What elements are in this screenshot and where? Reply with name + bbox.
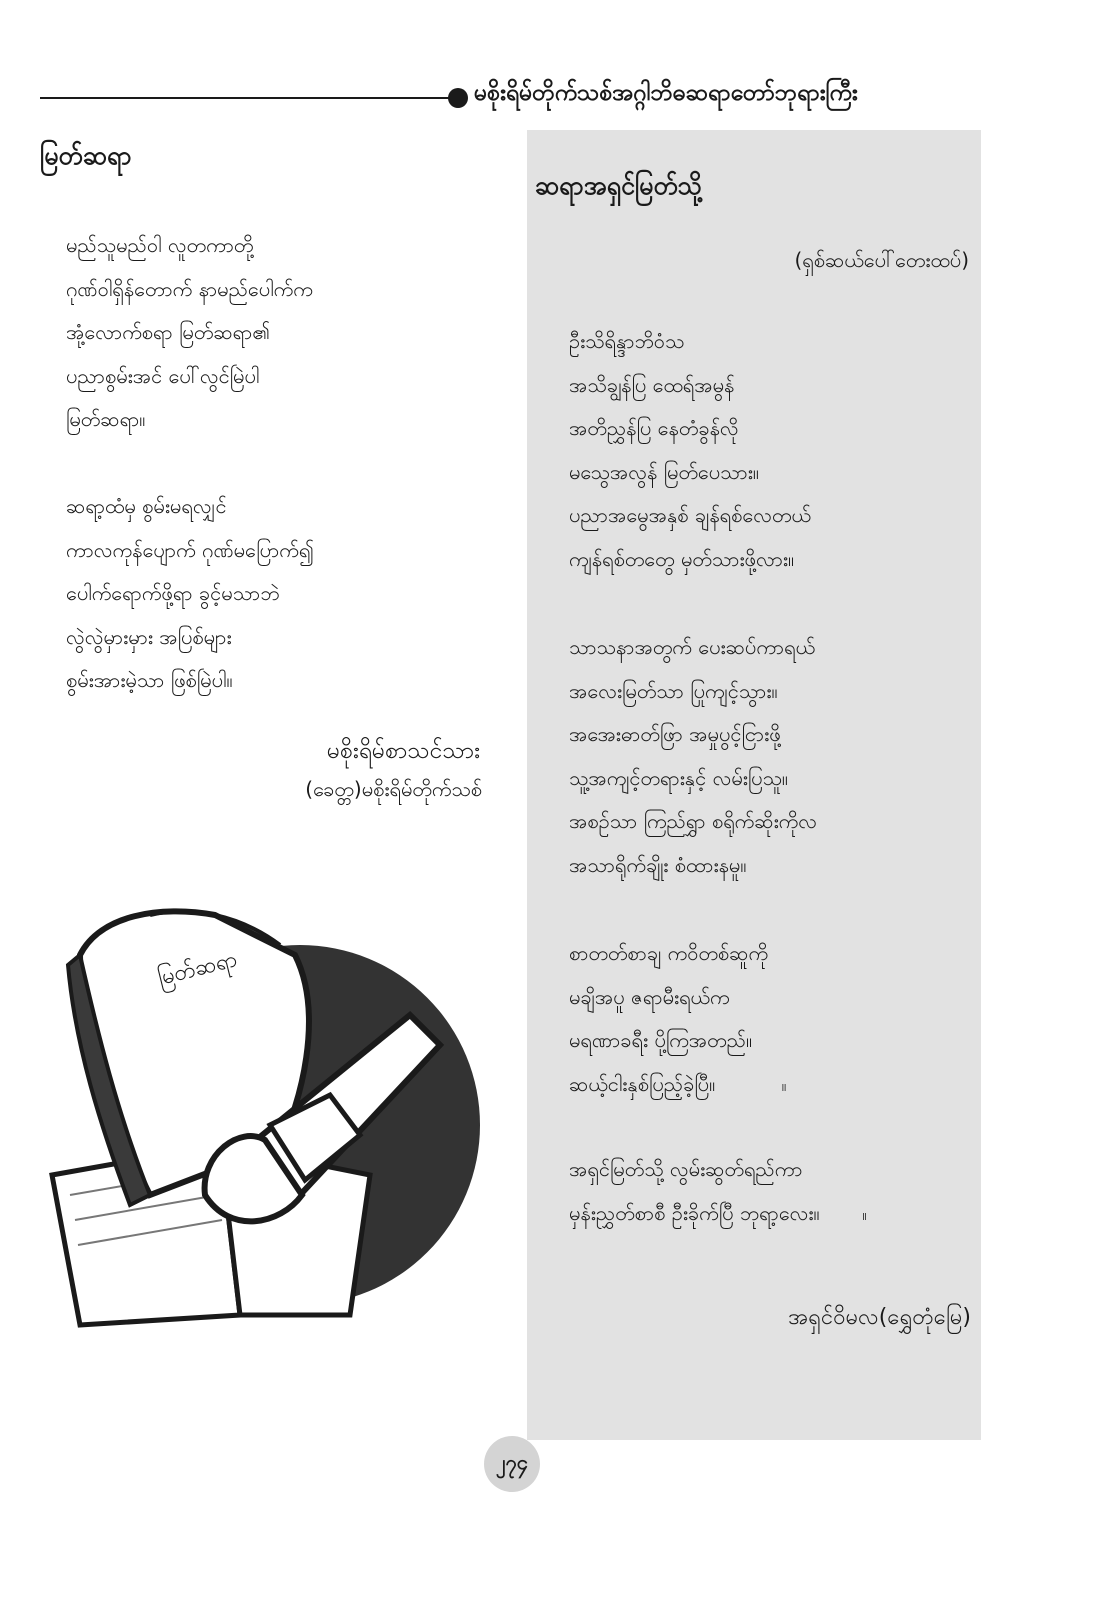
poem-line: လွဲလွဲမှားမှား အပြစ်များ — [66, 624, 232, 649]
book-and-pen-illustration — [40, 895, 480, 1335]
poem-line: မြတ်ဆရာ။ — [66, 407, 146, 431]
right-stanza-3 — [569, 932, 969, 1107]
poem-line: အသိချွန်ပြ ထေရ်အမွန် — [569, 372, 735, 397]
left-stanza-1 — [66, 224, 486, 442]
poem-line: အရှင်မြတ်သို့ လွမ်းဆွတ်ရည်ကာ — [569, 1157, 803, 1181]
verse-end-mark: ။ — [861, 1204, 867, 1224]
poem-line: ပညာစွမ်းအင် ပေါ်လွင်မြဲပါ — [66, 363, 260, 388]
right-poem-panel — [527, 130, 981, 1440]
poem-line: အအေးဓာတ်ဖြာ အမှုပွင့်ငြားဖို့ — [569, 722, 781, 746]
left-poem-author: မစိုးရိမ်စာသင်သား — [326, 738, 480, 764]
left-poem-author-affiliation: (ခေတ္တ)မစိုးရိမ်တိုက်သစ် — [305, 777, 482, 801]
right-poem-subtitle: (ရှစ်ဆယ်ပေါ်တေးထပ်) — [794, 248, 969, 272]
right-stanza-2 — [569, 626, 969, 887]
poem-line: အသာရိုက်ချိုး စံထားနမူ။ — [569, 852, 747, 877]
poem-line: ပေါက်ရောက်ဖို့ရာ ခွင့်မသာဘဲ — [66, 581, 280, 605]
poem-line-with-mark — [569, 1192, 969, 1237]
header-rule — [40, 97, 456, 99]
poem-line: အတိညွှန်ပြ နေတံခွန်လို — [569, 416, 739, 440]
poem-line: အလေးမြတ်သာ ပြုကျင့်သွား။ — [569, 678, 778, 703]
poem-line: မရဏာခရီး ပို့ကြအတည်။ — [569, 1028, 753, 1052]
left-stanza-2 — [66, 485, 486, 703]
right-poem-author: အရှင်ဝိမလ(ရွှေတုံမြေ) — [788, 1305, 971, 1330]
page-number: ၂၇၄ — [495, 1450, 529, 1474]
poem-line: ကျန်ရစ်တတွေ မှတ်သားဖို့လား။ — [569, 546, 795, 571]
poem-line: စာတတ်စာချ ကဝိတစ်ဆူကို — [569, 941, 769, 965]
right-stanza-1 — [569, 320, 969, 581]
header-bullet — [448, 88, 468, 108]
poem-line: သူ့အကျင့်တရားနှင့် လမ်းပြသူ။ — [569, 765, 788, 790]
poem-line: ပညာအမွေအနှစ် ချန်ရစ်လေတယ် — [569, 503, 811, 527]
poem-line-with-mark — [569, 1063, 969, 1108]
verse-end-mark: ။ — [781, 1075, 787, 1095]
poem-line: ဂုဏ်ဝါရှိန်တောက် နာမည်ပေါက်က — [66, 276, 313, 301]
poem-line: သာသနာအတွက် ပေးဆပ်ကာရယ် — [569, 635, 816, 659]
poem-line: အုံ့လောက်စရာ မြတ်ဆရာ၏ — [66, 320, 271, 344]
running-header-title: မစိုးရိမ်တိုက်သစ်အဂ္ဂါဘိဓဆရာတော်ဘုရားကြီး — [474, 80, 858, 106]
poem-line: ဦးသိရိန္ဒာဘိဝံသ — [569, 329, 685, 353]
book-cover-label: မြတ်ဆရာ — [155, 947, 240, 991]
left-poem-title: မြတ်ဆရာ — [40, 141, 132, 170]
poem-line: ကာလကုန်ပျောက် ဂုဏ်မပြောက်၍ — [66, 537, 314, 562]
poem-line: ဆယ့်ငါးနှစ်ပြည့်ခဲ့ပြီ။ — [569, 1071, 716, 1096]
poem-line: အစဉ်သာ ကြည်ရွှာ စရိုက်ဆိုးကိုလ — [569, 809, 817, 833]
poem-line: မသွေအလွန် မြတ်ပေသား။ — [569, 459, 759, 484]
poem-line: မချိအပူ ဇရာမီးရယ်က — [569, 984, 730, 1009]
right-poem-title: ဆရာအရှင်မြတ်သို့ — [535, 171, 702, 200]
left-poem — [40, 140, 490, 801]
poem-line: ဆရာ့ထံမှ စွမ်းမရလျှင် — [66, 494, 227, 518]
poem-line: မည်သူမည်ဝါ လူတကာတို့ — [66, 233, 254, 257]
page-number-badge — [484, 1436, 540, 1492]
poem-line: စွမ်းအားမဲ့သာ ဖြစ်မြဲပါ။ — [66, 668, 233, 692]
right-stanza-4 — [569, 1148, 969, 1236]
poem-line: မှန်းညွှတ်စာစီ ဦးခိုက်ပြီ ဘုရာ့လေး။ — [569, 1200, 820, 1225]
